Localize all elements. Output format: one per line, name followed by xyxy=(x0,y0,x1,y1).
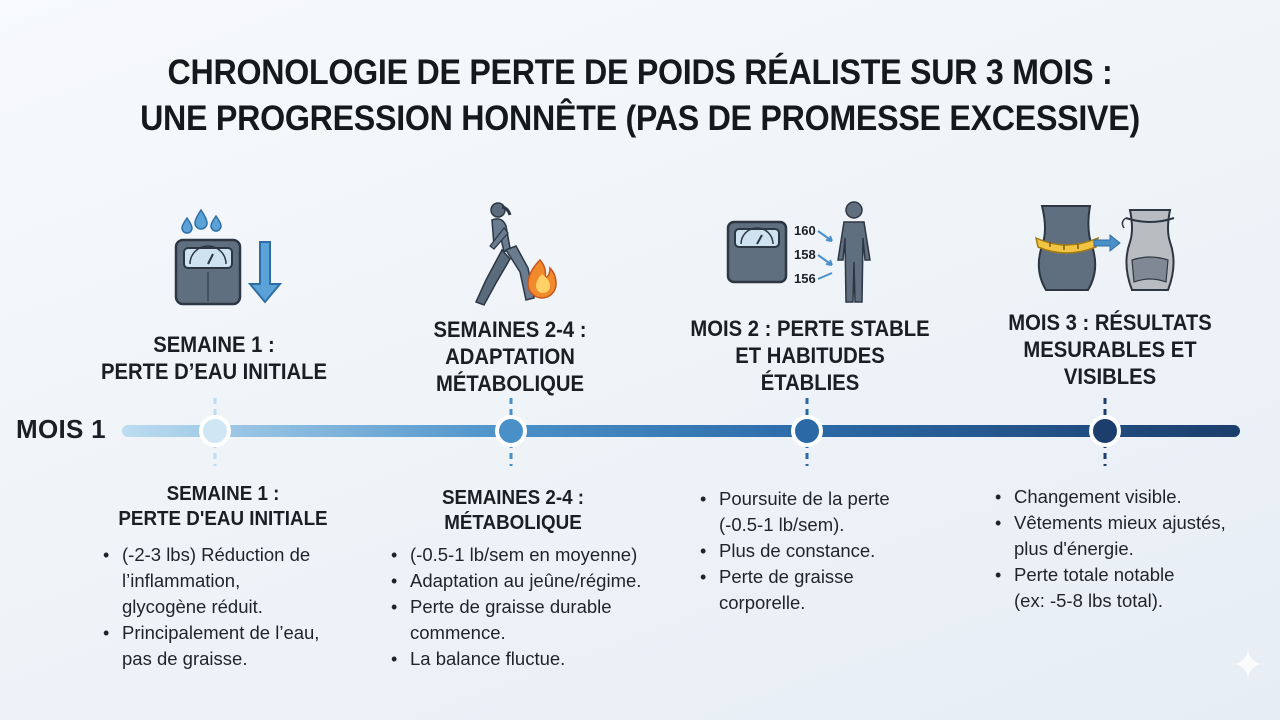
title-line-1: CHRONOLOGIE DE PERTE DE POIDS RÉALISTE SUR 3 MOIS : xyxy=(167,53,1113,92)
weight-158: 158 xyxy=(794,247,816,262)
timeline-node-1 xyxy=(201,417,229,445)
list-item: • Adaptation au jeûne/régime. xyxy=(391,568,681,594)
timeline-node-4 xyxy=(1091,417,1119,445)
timeline-bar xyxy=(122,425,1240,437)
stage-2-title: SEMAINES 2-4 : ADAPTATION MÉTABOLIQUE xyxy=(433,317,587,396)
list-item: • Perte de graisse corporelle. xyxy=(700,564,960,616)
list-item: • Changement visible. xyxy=(995,484,1265,510)
sparkle-icon xyxy=(1232,648,1264,680)
stage-2-subtitle: SEMAINES 2-4 : MÉTABOLIQUE xyxy=(441,487,585,534)
timeline-node-3 xyxy=(793,417,821,445)
stage-2-bullets xyxy=(391,542,681,672)
stage-4-bullets xyxy=(995,484,1265,614)
stage-4-title: MOIS 3 : RÉSULTATS MESURABLES ET VISIBLES xyxy=(1008,310,1212,389)
title-line-2: UNE PROGRESSION HONNÊTE (PAS DE PROMESSE EXCESSIVE) xyxy=(140,99,1140,138)
stage-3-bullets xyxy=(700,486,960,616)
list-item: • (-2-3 lbs) Réduction de l’inflammation, glycogène réduit. xyxy=(103,542,363,620)
list-item: • La balance fluctue. xyxy=(391,646,681,672)
list-item: • Plus de constance. xyxy=(700,538,960,564)
stage-3-title: MOIS 2 : PERTE STABLE ET HABITUDES ÉTABLIES xyxy=(690,316,930,395)
stage-1-subtitle: SEMAINE 1 : PERTE D'EAU INITIALE xyxy=(118,483,328,530)
weight-160: 160 xyxy=(794,223,816,238)
list-item: • Poursuite de la perte (-0.5-1 lb/sem). xyxy=(700,486,960,538)
list-item: • (-0.5-1 lb/sem en moyenne) xyxy=(391,542,681,568)
timeline-node-2 xyxy=(497,417,525,445)
stage-1-title: SEMAINE 1 : PERTE D’EAU INITIALE xyxy=(100,332,328,384)
list-item: • Vêtements mieux ajustés, plus d'énergie. xyxy=(995,510,1265,562)
weight-156: 156 xyxy=(794,271,816,286)
stage-1-bullets xyxy=(103,542,363,672)
list-item: • Perte de graisse durable commence. xyxy=(391,594,681,646)
list-item: • Principalement de l’eau, pas de graisse. xyxy=(103,620,363,672)
list-item: • Perte totale notable (ex: -5-8 lbs total). xyxy=(995,562,1265,614)
timeline-label: MOIS 1 xyxy=(16,414,106,444)
